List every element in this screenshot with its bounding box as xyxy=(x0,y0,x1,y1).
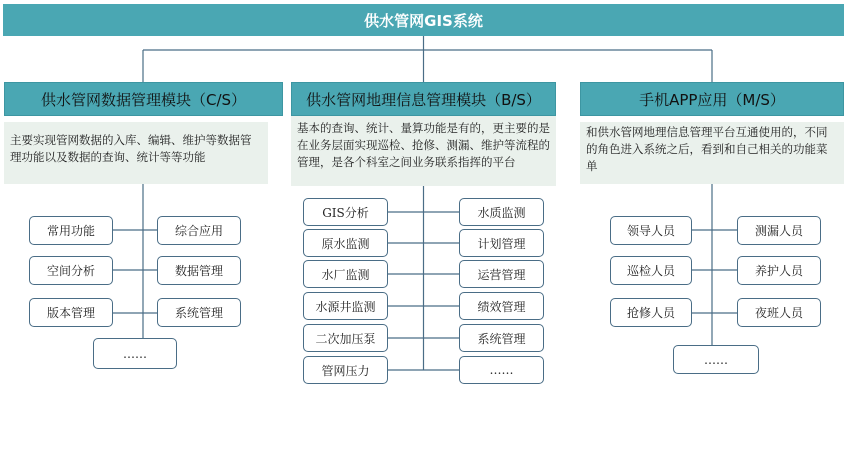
module-cs-item-data-management: 数据管理 xyxy=(157,256,241,285)
module-ms-header: 手机APP应用（M/S） xyxy=(580,82,844,116)
module-bs-item-plant-monitoring: 水厂监测 xyxy=(303,260,388,288)
module-bs-header: 供水管网地理信息管理模块（B/S） xyxy=(291,82,556,116)
module-cs-item-version-management: 版本管理 xyxy=(29,298,113,327)
module-bs-item-operations-management: 运营管理 xyxy=(459,260,544,288)
module-ms-description: 和供水管网地理信息管理平台互通使用的，不同的角色进入系统之后，看到和自己相关的功能菜单 xyxy=(580,122,844,184)
module-bs-item-well-monitoring: 水源井监测 xyxy=(303,292,388,320)
module-cs-item-system-management: 系统管理 xyxy=(157,298,241,327)
module-cs-item-common-functions: 常用功能 xyxy=(29,216,113,245)
module-bs-item-performance-management: 绩效管理 xyxy=(459,292,544,320)
module-bs-item-water-quality: 水质监测 xyxy=(459,198,544,226)
module-cs-item-spatial-analysis: 空间分析 xyxy=(29,256,113,285)
module-ms-item-leadership: 领导人员 xyxy=(610,216,692,245)
module-ms-item-leak-detection: 测漏人员 xyxy=(737,216,821,245)
module-bs-item-network-pressure: 管网压力 xyxy=(303,356,388,384)
module-bs-item-system-management: 系统管理 xyxy=(459,324,544,352)
module-ms-item-inspection: 巡检人员 xyxy=(610,256,692,285)
module-bs-item-more: …… xyxy=(459,356,544,384)
module-ms-item-repair: 抢修人员 xyxy=(610,298,692,327)
module-bs-description: 基本的查询、统计、量算功能是有的，更主要的是在业务层面实现巡检、抢修、测漏、维护等流程的管理，是各个科室之间业务联系指挥的平台 xyxy=(291,116,556,186)
module-bs-item-plan-management: 计划管理 xyxy=(459,229,544,257)
module-bs-item-booster-pump: 二次加压泵 xyxy=(303,324,388,352)
module-bs-item-raw-water-monitoring: 原水监测 xyxy=(303,229,388,257)
module-bs-item-gis-analysis: GIS分析 xyxy=(303,198,388,226)
module-cs-item-integrated-application: 综合应用 xyxy=(157,216,241,245)
module-cs-item-more: …… xyxy=(93,338,177,369)
module-cs-description: 主要实现管网数据的入库、编辑、维护等数据管理功能以及数据的查询、统计等等功能 xyxy=(4,122,268,184)
module-ms-item-more: …… xyxy=(673,345,759,374)
module-ms-item-maintenance: 养护人员 xyxy=(737,256,821,285)
system-title: 供水管网GIS系统 xyxy=(3,4,844,36)
module-cs-header: 供水管网数据管理模块（C/S） xyxy=(4,82,283,116)
module-ms-item-night-shift: 夜班人员 xyxy=(737,298,821,327)
